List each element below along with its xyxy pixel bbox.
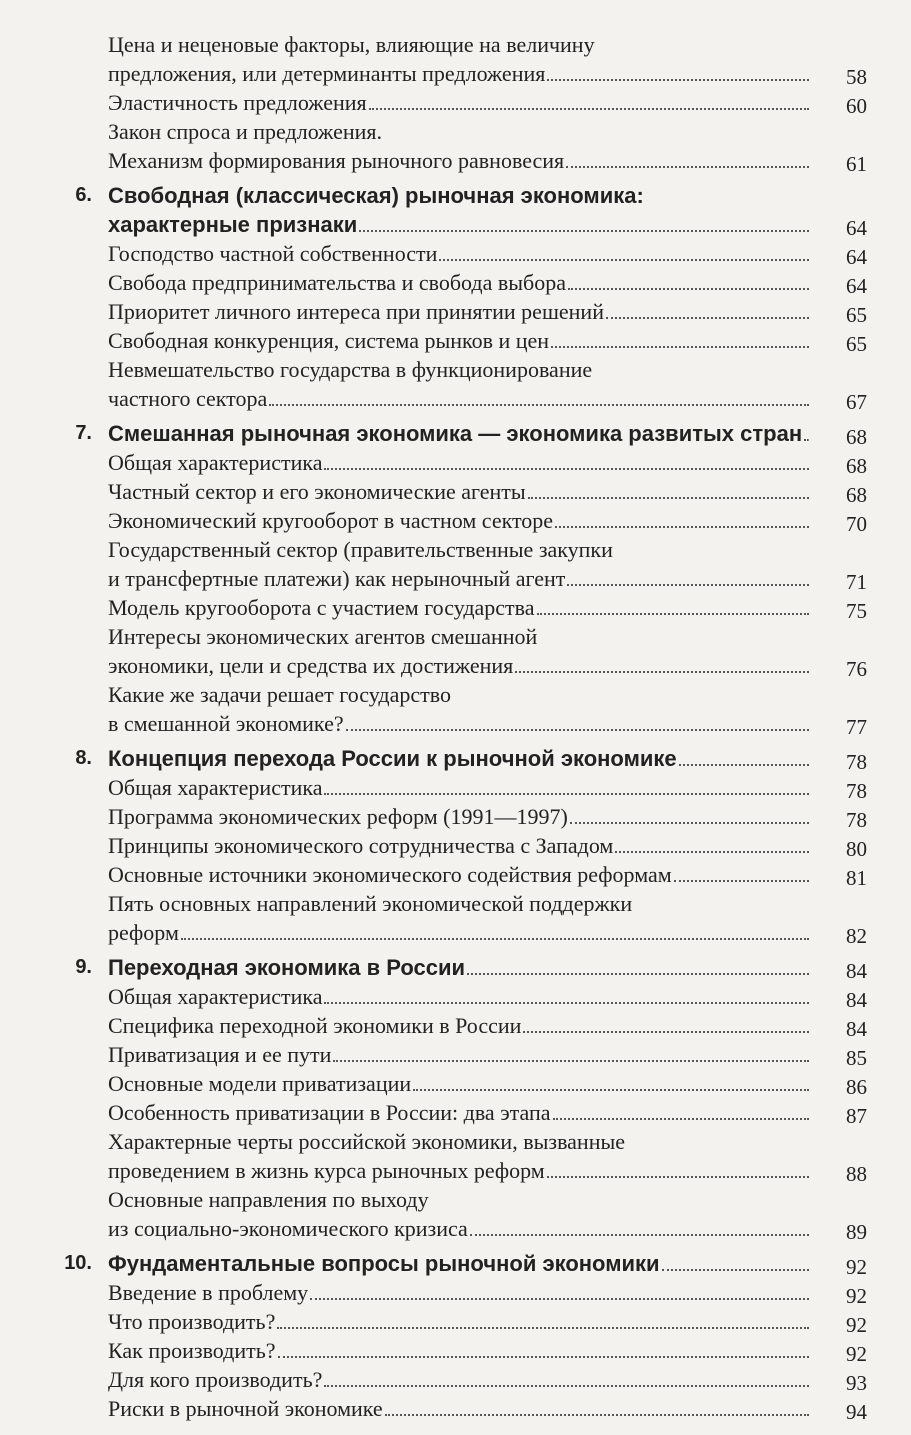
toc-line bbox=[108, 982, 813, 1011]
entry-title: Что производить? bbox=[108, 1309, 276, 1334]
page-number: 87 bbox=[846, 1104, 867, 1128]
toc-line bbox=[108, 802, 813, 831]
toc-entry bbox=[0, 268, 911, 297]
toc-entry bbox=[0, 117, 911, 175]
page-number: 93 bbox=[846, 1371, 867, 1395]
section-title: Свободная (классическая) рыночная экономика: bbox=[108, 183, 644, 208]
dot-leader bbox=[333, 1060, 809, 1062]
toc-line bbox=[108, 239, 813, 268]
page-number: 60 bbox=[846, 94, 867, 118]
entry-title: Введение в проблему bbox=[108, 1280, 309, 1305]
toc-entry bbox=[0, 30, 911, 88]
dot-leader bbox=[269, 404, 809, 406]
entry-title: Модель кругооборота с участием государства bbox=[108, 595, 535, 620]
entry-title: в смешанной экономике? bbox=[108, 711, 344, 736]
toc-entry bbox=[0, 1307, 911, 1336]
page-number: 67 bbox=[846, 390, 867, 414]
toc-line bbox=[108, 1040, 813, 1069]
toc-line bbox=[108, 30, 813, 59]
dot-leader bbox=[277, 1327, 809, 1329]
toc-entry-body bbox=[108, 268, 867, 298]
toc-line bbox=[108, 564, 813, 593]
toc-entry-body bbox=[108, 1365, 867, 1395]
entry-title: Характерные черты российской экономики, вызванные bbox=[108, 1129, 626, 1154]
entry-title: Принципы экономического сотрудничества с Западом bbox=[108, 833, 614, 858]
toc-entry-body bbox=[108, 802, 867, 832]
toc-line bbox=[108, 88, 813, 117]
entry-title: Закон спроса и предложения. bbox=[108, 119, 383, 144]
toc-line bbox=[108, 448, 813, 477]
entry-title: Основные модели приватизации bbox=[108, 1071, 412, 1096]
page-number: 61 bbox=[846, 152, 867, 176]
toc-entry-body bbox=[108, 1069, 867, 1099]
dot-leader bbox=[555, 526, 809, 528]
entry-title: Основные направления по выходу bbox=[108, 1187, 429, 1212]
toc-entry bbox=[0, 1069, 911, 1098]
toc-entry-body bbox=[108, 448, 867, 478]
dot-leader bbox=[570, 822, 809, 824]
dot-leader bbox=[324, 1002, 809, 1004]
entry-title: Какие же задачи решает государство bbox=[108, 682, 451, 707]
toc-line bbox=[108, 181, 813, 210]
toc-line bbox=[108, 326, 813, 355]
table-of-contents bbox=[0, 30, 911, 1423]
dot-leader bbox=[674, 880, 809, 882]
entry-title: Пять основных направлений экономической поддержки bbox=[108, 891, 633, 916]
entry-title: Программа экономических реформ (1991—1997) bbox=[108, 804, 568, 829]
page-number: 76 bbox=[846, 657, 867, 681]
page-number: 68 bbox=[846, 483, 867, 507]
dot-leader bbox=[515, 671, 809, 673]
page-number: 70 bbox=[846, 512, 867, 536]
page-number: 88 bbox=[846, 1162, 867, 1186]
toc-line bbox=[108, 953, 813, 982]
toc-line bbox=[108, 419, 813, 448]
dot-leader bbox=[662, 1269, 809, 1271]
toc-entry-body bbox=[108, 953, 867, 983]
toc-line bbox=[108, 918, 813, 947]
entry-title: Интересы экономических агентов смешанной bbox=[108, 624, 538, 649]
dot-leader bbox=[413, 1089, 809, 1091]
toc-entry bbox=[0, 1098, 911, 1127]
toc-entry bbox=[0, 1278, 911, 1307]
toc-line bbox=[108, 59, 813, 88]
entry-title: Приоритет личного интереса при принятии решений bbox=[108, 299, 604, 324]
entry-title: Приватизация и ее пути bbox=[108, 1042, 332, 1067]
section-number: 10. bbox=[64, 1252, 92, 1274]
dot-leader bbox=[310, 1298, 809, 1300]
toc-entry-body bbox=[108, 117, 867, 176]
toc-entry-body bbox=[108, 773, 867, 803]
page-number: 77 bbox=[846, 715, 867, 739]
page-number: 64 bbox=[846, 216, 867, 240]
page-number: 86 bbox=[846, 1075, 867, 1099]
page-number: 85 bbox=[846, 1046, 867, 1070]
dot-leader bbox=[615, 851, 809, 853]
toc-entry bbox=[0, 680, 911, 738]
toc-line bbox=[108, 355, 813, 384]
entry-title: предложения, или детерминанты предложения bbox=[108, 61, 546, 86]
toc-entry-body bbox=[108, 1394, 867, 1424]
entry-title: из социально-экономического кризиса bbox=[108, 1216, 468, 1241]
page-number: 92 bbox=[846, 1342, 867, 1366]
toc-entry-body bbox=[108, 326, 867, 356]
toc-entry-body bbox=[108, 355, 867, 414]
toc-entry-body bbox=[108, 1278, 867, 1308]
dot-leader bbox=[181, 938, 809, 940]
entry-title: Специфика переходной экономики в России bbox=[108, 1013, 522, 1038]
entry-title: Цена и неценовые факторы, влияющие на величину bbox=[108, 32, 595, 57]
page-number: 58 bbox=[846, 65, 867, 89]
toc-line bbox=[108, 1394, 813, 1423]
toc-section bbox=[0, 1249, 911, 1278]
toc-entry-body bbox=[108, 88, 867, 118]
toc-line bbox=[108, 744, 813, 773]
dot-leader bbox=[606, 317, 809, 319]
page-number: 78 bbox=[846, 779, 867, 803]
toc-line bbox=[108, 477, 813, 506]
dot-leader bbox=[679, 764, 809, 766]
dot-leader bbox=[547, 1176, 809, 1178]
entry-title: Свободная конкуренция, система рынков и цен bbox=[108, 328, 550, 353]
toc-entry bbox=[0, 1011, 911, 1040]
toc-line bbox=[108, 773, 813, 802]
toc-line bbox=[108, 622, 813, 651]
page-number: 80 bbox=[846, 837, 867, 861]
toc-section bbox=[0, 744, 911, 773]
section-title: Концепция перехода России к рыночной экономике bbox=[108, 746, 677, 771]
page-number: 68 bbox=[846, 454, 867, 478]
toc-entry bbox=[0, 1040, 911, 1069]
toc-entry bbox=[0, 622, 911, 680]
toc-entry-body bbox=[108, 744, 867, 774]
toc-entry-body bbox=[108, 1011, 867, 1041]
entry-title: Невмешательство государства в функционирование bbox=[108, 357, 593, 382]
page-number: 75 bbox=[846, 599, 867, 623]
entry-title: реформ bbox=[108, 920, 179, 945]
toc-entry bbox=[0, 326, 911, 355]
page-number: 84 bbox=[846, 988, 867, 1012]
toc-entry bbox=[0, 297, 911, 326]
page-number: 92 bbox=[846, 1313, 867, 1337]
dot-leader bbox=[359, 230, 809, 232]
toc-entry-body bbox=[108, 419, 867, 449]
toc-entry bbox=[0, 889, 911, 947]
toc-entry-body bbox=[108, 181, 867, 240]
toc-entry-body bbox=[108, 297, 867, 327]
toc-entry-body bbox=[108, 1336, 867, 1366]
toc-line bbox=[108, 210, 813, 239]
dot-leader bbox=[566, 166, 809, 168]
toc-line bbox=[108, 831, 813, 860]
section-title: Фундаментальные вопросы рыночной экономики bbox=[108, 1251, 660, 1276]
dot-leader bbox=[470, 1234, 809, 1236]
toc-entry bbox=[0, 982, 911, 1011]
section-number: 8. bbox=[75, 747, 92, 769]
toc-entry bbox=[0, 773, 911, 802]
entry-title: проведением в жизнь курса рыночных реформ bbox=[108, 1158, 545, 1183]
toc-entry bbox=[0, 1394, 911, 1423]
toc-entry bbox=[0, 88, 911, 117]
dot-leader bbox=[523, 1031, 809, 1033]
page-number: 92 bbox=[846, 1284, 867, 1308]
toc-line bbox=[108, 1185, 813, 1214]
page-number: 65 bbox=[846, 332, 867, 356]
page-number: 65 bbox=[846, 303, 867, 327]
dot-leader bbox=[346, 729, 809, 731]
entry-title: Риски в рыночной экономике bbox=[108, 1396, 383, 1421]
page-number: 64 bbox=[846, 245, 867, 269]
toc-line bbox=[108, 146, 813, 175]
dot-leader bbox=[385, 1414, 809, 1416]
toc-line bbox=[108, 709, 813, 738]
toc-line bbox=[108, 1156, 813, 1185]
toc-entry-body bbox=[108, 30, 867, 89]
dot-leader bbox=[369, 108, 809, 110]
toc-entry-body bbox=[108, 1249, 867, 1279]
entry-title: Как производить? bbox=[108, 1338, 276, 1363]
toc-entry bbox=[0, 1127, 911, 1185]
toc-entry-body bbox=[108, 239, 867, 269]
section-number: 6. bbox=[75, 184, 92, 206]
toc-line bbox=[108, 117, 813, 146]
toc-entry-body bbox=[108, 506, 867, 536]
page-number: 81 bbox=[846, 866, 867, 890]
toc-line bbox=[108, 1249, 813, 1278]
page-number: 78 bbox=[846, 750, 867, 774]
dot-leader bbox=[553, 1118, 809, 1120]
dot-leader bbox=[467, 973, 809, 975]
page-number: 94 bbox=[846, 1400, 867, 1424]
dot-leader bbox=[537, 613, 809, 615]
entry-title: Общая характеристика bbox=[108, 775, 323, 800]
toc-line bbox=[108, 384, 813, 413]
toc-entry bbox=[0, 860, 911, 889]
dot-leader bbox=[324, 1385, 809, 1387]
toc-line bbox=[108, 1278, 813, 1307]
toc-line bbox=[108, 297, 813, 326]
dot-leader bbox=[439, 259, 809, 261]
toc-entry-body bbox=[108, 860, 867, 890]
toc-entry-body bbox=[108, 889, 867, 948]
dot-leader bbox=[804, 439, 809, 441]
dot-leader bbox=[324, 793, 809, 795]
toc-section bbox=[0, 953, 911, 982]
entry-title: Эластичность предложения bbox=[108, 90, 367, 115]
toc-line bbox=[108, 889, 813, 918]
toc-entry bbox=[0, 802, 911, 831]
page-number: 82 bbox=[846, 924, 867, 948]
section-title: характерные признаки bbox=[108, 212, 358, 237]
toc-line bbox=[108, 680, 813, 709]
toc-entry bbox=[0, 448, 911, 477]
toc-line bbox=[108, 506, 813, 535]
dot-leader bbox=[547, 79, 809, 81]
toc-entry-body bbox=[108, 1040, 867, 1070]
toc-entry-body bbox=[108, 622, 867, 681]
toc-line bbox=[108, 1069, 813, 1098]
toc-entry-body bbox=[108, 535, 867, 594]
entry-title: Механизм формирования рыночного равновесия bbox=[108, 148, 565, 173]
toc-section bbox=[0, 419, 911, 448]
entry-title: Экономический кругооборот в частном секторе bbox=[108, 508, 554, 533]
toc-entry bbox=[0, 831, 911, 860]
toc-line bbox=[108, 1307, 813, 1336]
page-number: 92 bbox=[846, 1255, 867, 1279]
toc-entry bbox=[0, 1185, 911, 1243]
toc-entry-body bbox=[108, 1185, 867, 1244]
toc-entry bbox=[0, 1336, 911, 1365]
page-number: 71 bbox=[846, 570, 867, 594]
section-title: Переходная экономика в России bbox=[108, 955, 466, 980]
section-title: Смешанная рыночная экономика — экономика развитых стран bbox=[108, 421, 803, 446]
toc-line bbox=[108, 1127, 813, 1156]
section-number: 9. bbox=[75, 956, 92, 978]
dot-leader bbox=[324, 468, 809, 470]
toc-section bbox=[0, 181, 911, 239]
toc-line bbox=[108, 1336, 813, 1365]
entry-title: Частный сектор и его экономические агенты bbox=[108, 479, 526, 504]
toc-entry-body bbox=[108, 1127, 867, 1186]
entry-title: Основные источники экономического содействия реформам bbox=[108, 862, 672, 887]
toc-entry bbox=[0, 1365, 911, 1394]
toc-entry-body bbox=[108, 1307, 867, 1337]
dot-leader bbox=[278, 1356, 809, 1358]
toc-entry bbox=[0, 506, 911, 535]
entry-title: Особенность приватизации в России: два этапа bbox=[108, 1100, 551, 1125]
toc-line bbox=[108, 1011, 813, 1040]
section-number: 7. bbox=[75, 422, 92, 444]
page-number: 84 bbox=[846, 1017, 867, 1041]
entry-title: Общая характеристика bbox=[108, 984, 323, 1009]
page-number: 84 bbox=[846, 959, 867, 983]
toc-entry bbox=[0, 355, 911, 413]
toc-line bbox=[108, 535, 813, 564]
toc-line bbox=[108, 593, 813, 622]
toc-entry bbox=[0, 535, 911, 593]
dot-leader bbox=[568, 288, 809, 290]
dot-leader bbox=[551, 346, 809, 348]
entry-title: Для кого производить? bbox=[108, 1367, 323, 1392]
toc-entry-body bbox=[108, 477, 867, 507]
entry-title: Государственный сектор (правительственные закупки bbox=[108, 537, 613, 562]
entry-title: частного сектора bbox=[108, 386, 268, 411]
toc-line bbox=[108, 651, 813, 680]
dot-leader bbox=[528, 497, 809, 499]
toc-line bbox=[108, 860, 813, 889]
toc-entry bbox=[0, 477, 911, 506]
toc-entry bbox=[0, 593, 911, 622]
toc-line bbox=[108, 1214, 813, 1243]
toc-line bbox=[108, 1365, 813, 1394]
toc-entry-body bbox=[108, 982, 867, 1012]
toc-entry-body bbox=[108, 831, 867, 861]
toc-line bbox=[108, 1098, 813, 1127]
toc-entry bbox=[0, 239, 911, 268]
entry-title: экономики, цели и средства их достижения bbox=[108, 653, 514, 678]
page-number: 68 bbox=[846, 425, 867, 449]
dot-leader bbox=[567, 584, 809, 586]
page-number: 89 bbox=[846, 1220, 867, 1244]
entry-title: и трансфертные платежи) как нерыночный агент bbox=[108, 566, 566, 591]
entry-title: Свобода предпринимательства и свобода выбора bbox=[108, 270, 566, 295]
toc-line bbox=[108, 268, 813, 297]
toc-entry-body bbox=[108, 593, 867, 623]
toc-entry-body bbox=[108, 680, 867, 739]
page-number: 78 bbox=[846, 808, 867, 832]
toc-entry-body bbox=[108, 1098, 867, 1128]
entry-title: Господство частной собственности bbox=[108, 241, 438, 266]
page-number: 64 bbox=[846, 274, 867, 298]
entry-title: Общая характеристика bbox=[108, 450, 323, 475]
